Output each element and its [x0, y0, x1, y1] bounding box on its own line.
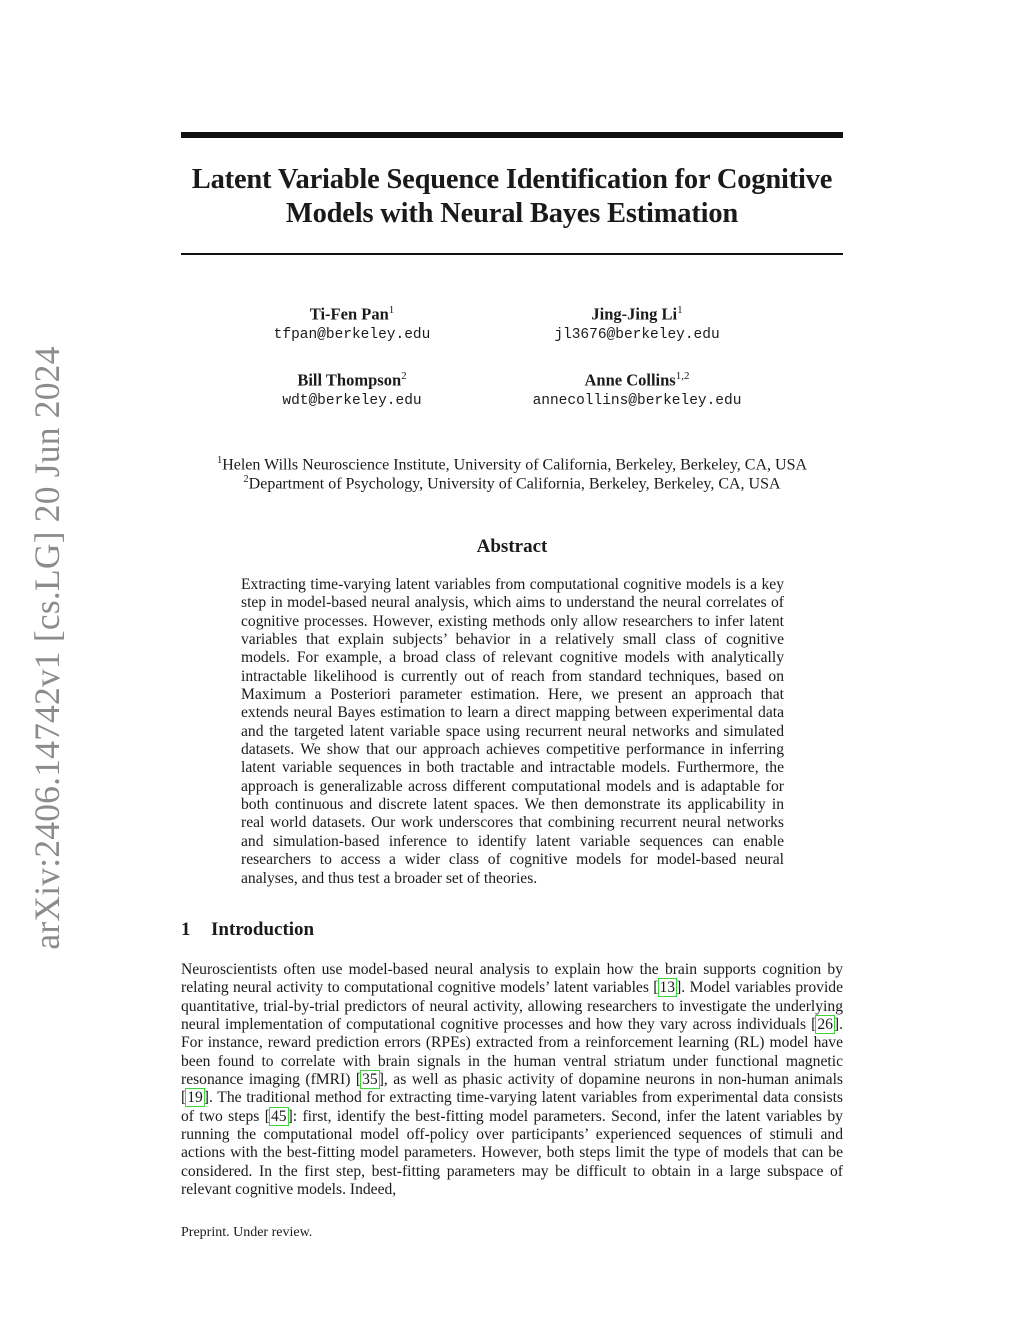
affiliation-2: $^2$Department of Psychology, University of California, Berkeley, Berkeley, CA, USA [243, 474, 781, 493]
author-block [487, 366, 787, 411]
section-title: Introduction [211, 919, 315, 940]
citation-link[interactable]: 13 [659, 979, 676, 997]
citation-link[interactable]: 26 [817, 1016, 833, 1034]
author-email: annecollins@berkeley.edu [532, 392, 742, 409]
citation-link[interactable]: 45 [270, 1107, 287, 1125]
author-name: Ti-Fen Pan$^1$ [309, 304, 395, 324]
arxiv-side-stamp [26, 346, 68, 950]
arxiv-identifier: arXiv:2406.14742v1 [cs.LG] 20 Jun 2024 [27, 346, 67, 950]
author-block [202, 300, 502, 345]
author-name: Anne Collins$^{1,2}$ [584, 370, 690, 390]
author-name: Jing-Jing Li$^1$ [591, 304, 683, 324]
author-email: jl3676@berkeley.edu [554, 326, 720, 343]
author-name: Bill Thompson$^2$ [297, 370, 407, 390]
section-number: 1 [181, 919, 191, 940]
footer-note: Preprint. Under review. [181, 1225, 313, 1240]
abstract-body: Extracting time-varying latent variables from computational cognitive models is a key step in model-based neural analysis, which aims to understand the neural correlates of cognitive processes. However, existing methods only allow researchers to infer latent variables that explain subjects’ behavior in a relatively small class of cognitive models. For example, a broad class of relevant cognitive models with analytically intractable likelihood is currently out of reach from standard techniques, based on Maximum a Posteriori parameter estimation. Here, we present an approach that extends neural Bayes estimation to learn a direct mapping between experimental data and the targeted latent variable space using recurrent neural networks and simulated datasets. We show that our approach achieves competitive performance in inferring latent variable sequences in both tractable and intractable models. Furthermore, the approach is generalizable across different computational models and is adaptable for both continuous and discrete latent spaces. We then demonstrate its applicability in real world datasets. Our work underscores that combining recurrent neural networks and simulation-based inference to identify latent variable sequences can enable researchers to access a wider class of cognitive models for model-based neural analyses, and thus test a broader set of theories. [241, 576, 784, 887]
title-bottom-rule [181, 253, 843, 255]
citation-link[interactable]: 19 [187, 1089, 203, 1107]
paper-title [181, 163, 843, 231]
title-line-1: Latent Variable Sequence Identification for Cognitive [191, 164, 833, 195]
abstract-heading: Abstract [476, 536, 548, 557]
title-top-rule [181, 132, 843, 138]
author-block [202, 366, 502, 411]
author-block [487, 300, 787, 345]
introduction-body: Neuroscientists often use model-based neural analysis to explain how the brain supports cognition by relating neural activity to computational cognitive models’ latent variables [13]. Model variables provide quantitative, trial-by-trial predictors of neural activity, allowing researchers to investigate the underlying neural implementation of computational cognitive processes and how they vary across individuals [26]. For instance, reward prediction errors (RPEs) extracted from a reinforcement learning (RL) model have been found to correlate with brain signals in the human ventral striatum under functional magnetic resonance imaging (fMRI) [35], as well as phasic activity of dopamine neurons in non-human animals [19]. The traditional method for extracting time-varying latent variables from experimental data consists of two steps [45]: first, identify the best-fitting model parameters. Second, infer the latent variables by running the computational model off-policy over participants’ experienced sequences of stimuli and actions with the best-fitting model parameters. However, both steps limit the type of models that can be considered. In the first step, best-fitting parameters may be difficult to obtain in a large subspace of relevant cognitive models. Indeed, [181, 961, 844, 1199]
citation-link[interactable]: 35 [362, 1071, 378, 1089]
title-line-2: Models with Neural Bayes Estimation [285, 198, 739, 229]
author-email: wdt@berkeley.edu [282, 392, 422, 409]
section-heading-introduction [181, 919, 314, 941]
author-email: tfpan@berkeley.edu [273, 326, 431, 343]
affiliation-1: $^1$Helen Wills Neuroscience Institute, University of California, Berkeley, Berkeley, CA, USA [216, 455, 808, 474]
